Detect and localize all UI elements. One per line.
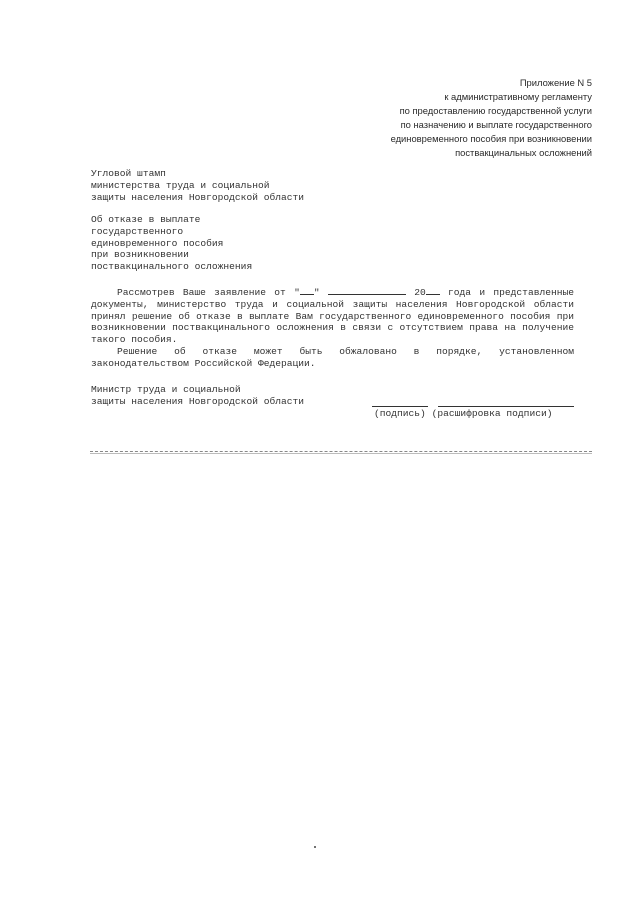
signature-caption: (подпись) (расшифровка подписи) — [374, 408, 553, 419]
appendix-line: Приложение N 5 — [519, 77, 592, 88]
appendix-header — [292, 76, 592, 160]
subject-line: государственного — [91, 225, 184, 237]
stamp-line: защиты населения Новгородской области — [91, 191, 305, 203]
signer-block — [91, 384, 304, 408]
stamp-line: Угловой штамп — [91, 168, 166, 179]
subject-block — [91, 214, 252, 273]
signer-line: Министр труда и социальной — [91, 384, 241, 395]
month-blank — [328, 285, 406, 295]
signature-decoding-line — [438, 406, 574, 407]
body-p1-start: Рассмотрев Ваше заявление от " — [117, 287, 300, 298]
signature-line — [372, 406, 428, 407]
subject-line: при возникновении — [91, 249, 189, 261]
page-dot — [314, 846, 316, 848]
stamp-line: министерства труда и социальной — [91, 179, 270, 191]
signer-line: защиты населения Новгородской области — [91, 395, 305, 407]
appendix-line: по предоставлению государственной услуги — [399, 105, 592, 116]
subject-line: единовременного пособия — [91, 237, 224, 249]
body-p1-rest: года и представленные документы, министерство труда и социальной защиты населения Новгородской области принял решение об отказе в выплате Вам государственного единовременного пособия при возникновении поствакцинального осложнения в связи с отсутствием права на получение такого пособия. — [91, 287, 574, 346]
appendix-line: единовременного пособия при возникновении — [390, 133, 592, 144]
appendix-line: к административному регламенту — [444, 91, 592, 102]
separator-line-underlay — [90, 453, 592, 454]
body-p1-year: 20 — [405, 287, 426, 298]
separator-line — [90, 451, 592, 452]
subject-line: поствакцинального осложнения — [91, 261, 253, 273]
body-paragraph-1 — [91, 285, 574, 346]
body-p1-quote: " — [313, 287, 328, 298]
appendix-line: по назначению и выплате государственного — [400, 119, 592, 130]
body-paragraph-2: Решение об отказе может быть обжаловано в порядке, установленном законодательством Российской Федерации. — [91, 345, 574, 369]
year-blank — [426, 285, 440, 295]
letter-body — [91, 285, 574, 370]
corner-stamp — [91, 168, 304, 203]
appendix-line: поствакцинальных осложнений — [455, 147, 592, 158]
subject-line: Об отказе в выплате — [91, 214, 201, 225]
day-blank — [300, 285, 314, 295]
